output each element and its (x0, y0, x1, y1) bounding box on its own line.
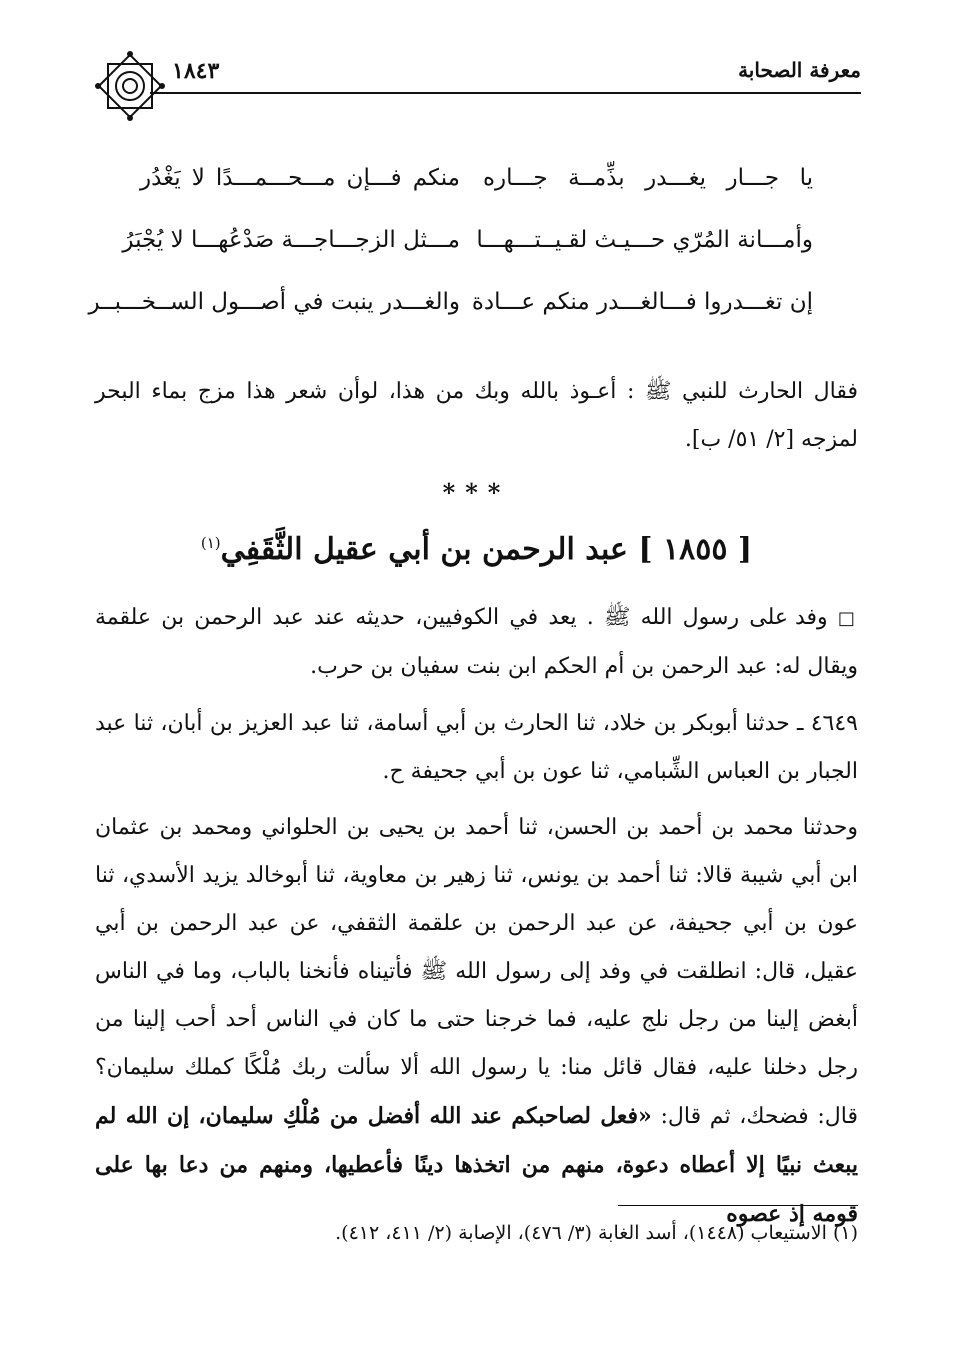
prophetic-saying: «فعل لصاحبكم عند الله أفضل من مُلْكِ سليمان، إن الله لم يبعث نبيًا إلا أعطاه دعوة، منهم من اتخذها دينًا فأعطيها، ومنهم من دعا بها على قومه إذ عصوه (95, 1103, 858, 1227)
footnote-reference: (١) (200, 534, 221, 552)
entry-name: عبد الرحمن بن أبي عقيل الثَّقَفِي (220, 532, 628, 567)
footnote-divider (618, 1205, 858, 1206)
entry-number: [ ١٨٥٥ ] (638, 532, 753, 567)
octagram-ornament-icon (92, 48, 168, 124)
biography-paragraph (95, 594, 858, 691)
hadith-paragraph: ٤٦٤٩ ـ حدثنا أبوبكر بن خلاد، ثنا الحارث بن أبي أسامة، ثنا عبد العزيز بن أبان، ثنا عبد الجبار بن العباس الشِّبامي، ثنا عون بن أبي جحيفة ح. (95, 711, 858, 784)
poem (88, 165, 813, 351)
poem-verse (88, 289, 813, 351)
verse-second-hemistich: والغـــدر ينبت في أصـــول الســخـــبــر (88, 289, 460, 315)
narration-text: وحدثنا محمد بن أحمد بن الحسن، ثنا أحمد بن يحيى بن الحلواني ومحمد بن عثمان ابن أبي شيبة قالا: ثنا أحمد بن يونس، ثنا زهير بن معاوية، ثنا أبوخالد يزيد الأسدي، ثنا عون بن أبي جحيفة، عن عبد الرحمن بن علقمة الثقفي، عن عبد الرحمن بن أبي عقيل، قال: انطلقت في وفد إلى رسول الله ﷺ فأتيناه فأنخنا بالباب، وما في الناس أبغض إلينا من رجل نلج عليه، فما خرجنا حتى ما كان في الناس أحد أحب إلينا من رجل دخلنا عليه، فقال قائل منا: يا رسول الله ألا سألت ربك مُلْكًا كملك سليمان؟ قال: فضحك، ثم قال: (95, 815, 858, 1129)
entry-heading (95, 532, 858, 567)
verse-first-hemistich: يا جـــار يغـــدر بذِّمــة جـــاره (483, 165, 813, 191)
narration-paragraph (95, 804, 858, 1239)
verse-second-hemistich: منكم فـــإن مـــحـــمـــدًا لا يَغْدُر (140, 165, 460, 191)
verse-second-hemistich: مـــثل الزجـــاجـــة صَدْعُهـــا لا يُجْبَرُ (122, 227, 460, 253)
poem-verse (120, 165, 813, 227)
running-header-title: معرفة الصحابة (738, 58, 861, 82)
footnote: (١) الاستيعاب (١٤٤٨)، أسد الغابة (٣/ ٤٧٦)، الإصابة (٢/ ٤١١، ٤١٢). (335, 1222, 858, 1244)
bullet-box-icon: □ (837, 608, 858, 629)
section-separator: *** (442, 478, 511, 507)
poem-verse (120, 227, 813, 289)
intro-paragraph: فقال الحارث للنبي ﷺ : أعـوذ بالله وبك من هذا، لوأن شعر هذا مزج بماء البحر لمزجه [٢/ ٥١/ ب]. (95, 379, 858, 452)
page-number: ١٨٤٣ (172, 58, 220, 84)
header-divider (150, 92, 861, 94)
verse-first-hemistich: وأمـــانة المُرّي حـــيـث لقـيــتـــهـــا (476, 227, 813, 253)
verse-first-hemistich: إن تغـــدروا فـــالغـــدر منكم عـــادة (471, 289, 813, 315)
biography-text: وفد على رسول الله ﷺ . يعد في الكوفيين، حديثه عند عبد الرحمن بن علقمة ويقال له: عبد الرحمن بن أم الحكم ابن بنت سفيان بن حرب. (95, 605, 858, 679)
